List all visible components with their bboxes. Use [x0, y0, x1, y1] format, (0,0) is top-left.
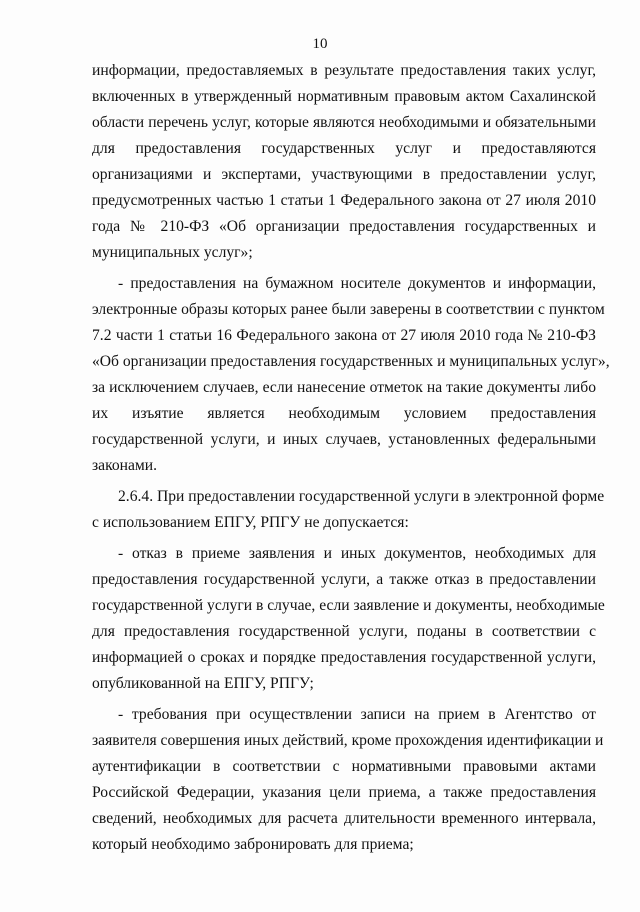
text-line: с использованием ЕПГУ, РПГУ не допускается: — [92, 514, 409, 531]
text-line: - отказ в приеме заявления и иных документов, необходимых для — [118, 545, 596, 562]
paragraph-appointment-requirements — [92, 702, 604, 858]
text-line: - предоставления на бумажном носителе документов и информации, — [118, 275, 596, 292]
text-line: аутентификации в соответствии с нормативными правовыми актами — [92, 758, 596, 775]
text-line: опубликованной на ЕПГУ, РПГУ; — [92, 675, 314, 692]
text-line: для предоставления государственных услуг и предоставляются — [92, 140, 596, 157]
text-line: муниципальных услуг»; — [92, 244, 253, 261]
text-line: организациями и экспертами, участвующими в предоставлении услуг, — [92, 166, 596, 183]
text-line: предоставления государственной услуги, а также отказ в предоставлении — [92, 571, 596, 588]
text-line: государственной услуги в случае, если заявление и документы, необходимые — [92, 597, 605, 614]
paragraph-services-info — [92, 58, 596, 266]
text-line: заявителя совершения иных действий, кроме прохождения идентификации и — [92, 732, 604, 749]
text-line: для предоставления государственной услуги, поданы в соответствии с — [92, 623, 596, 640]
page-number: 10 — [312, 36, 328, 52]
text-line: предусмотренных частью 1 статьи 1 Федерального закона от 27 июля 2010 — [92, 192, 596, 209]
text-line: года № 210-ФЗ «Об организации предоставления государственных и — [92, 218, 596, 235]
text-line: их изъятие является необходимым условием предоставления — [92, 405, 596, 422]
text-line: законами. — [92, 457, 158, 474]
text-line: - требования при осуществлении записи на прием в Агентство от — [118, 706, 596, 723]
text-line: 7.2 части 1 статьи 16 Федерального закона от 27 июля 2010 года № 210-ФЗ — [92, 327, 596, 344]
text-line: информацией о сроках и порядке предоставления государственной услуги, — [92, 649, 596, 666]
paragraph-refusal — [92, 541, 605, 697]
text-line: за исключением случаев, если нанесение отметок на такие документы либо — [92, 379, 596, 396]
text-line: Российской Федерации, указания цели приема, а также предоставления — [92, 784, 596, 801]
text-line: информации, предоставляемых в результате предоставления таких услуг, — [92, 62, 596, 79]
text-line: 2.6.4. При предоставлении государственной услуги в электронной форме — [118, 488, 605, 505]
text-line: включенных в утвержденный нормативным правовым актом Сахалинской — [92, 88, 596, 105]
paragraph-section-2-6-4 — [92, 484, 605, 536]
text-line: «Об организации предоставления государственных и муниципальных услуг», — [92, 353, 610, 370]
paragraph-paper-documents — [92, 271, 610, 479]
text-line: сведений, необходимых для расчета длительности временного интервала, — [92, 810, 596, 827]
text-line: электронные образы которых ранее были заверены в соответствии с пунктом — [92, 301, 605, 318]
text-line: который необходимо забронировать для приема; — [92, 836, 414, 853]
text-line: области перечень услуг, которые являются необходимыми и обязательными — [92, 114, 596, 131]
document-body — [92, 58, 610, 858]
text-line: государственной услуги, и иных случаев, установленных федеральными — [92, 431, 596, 448]
